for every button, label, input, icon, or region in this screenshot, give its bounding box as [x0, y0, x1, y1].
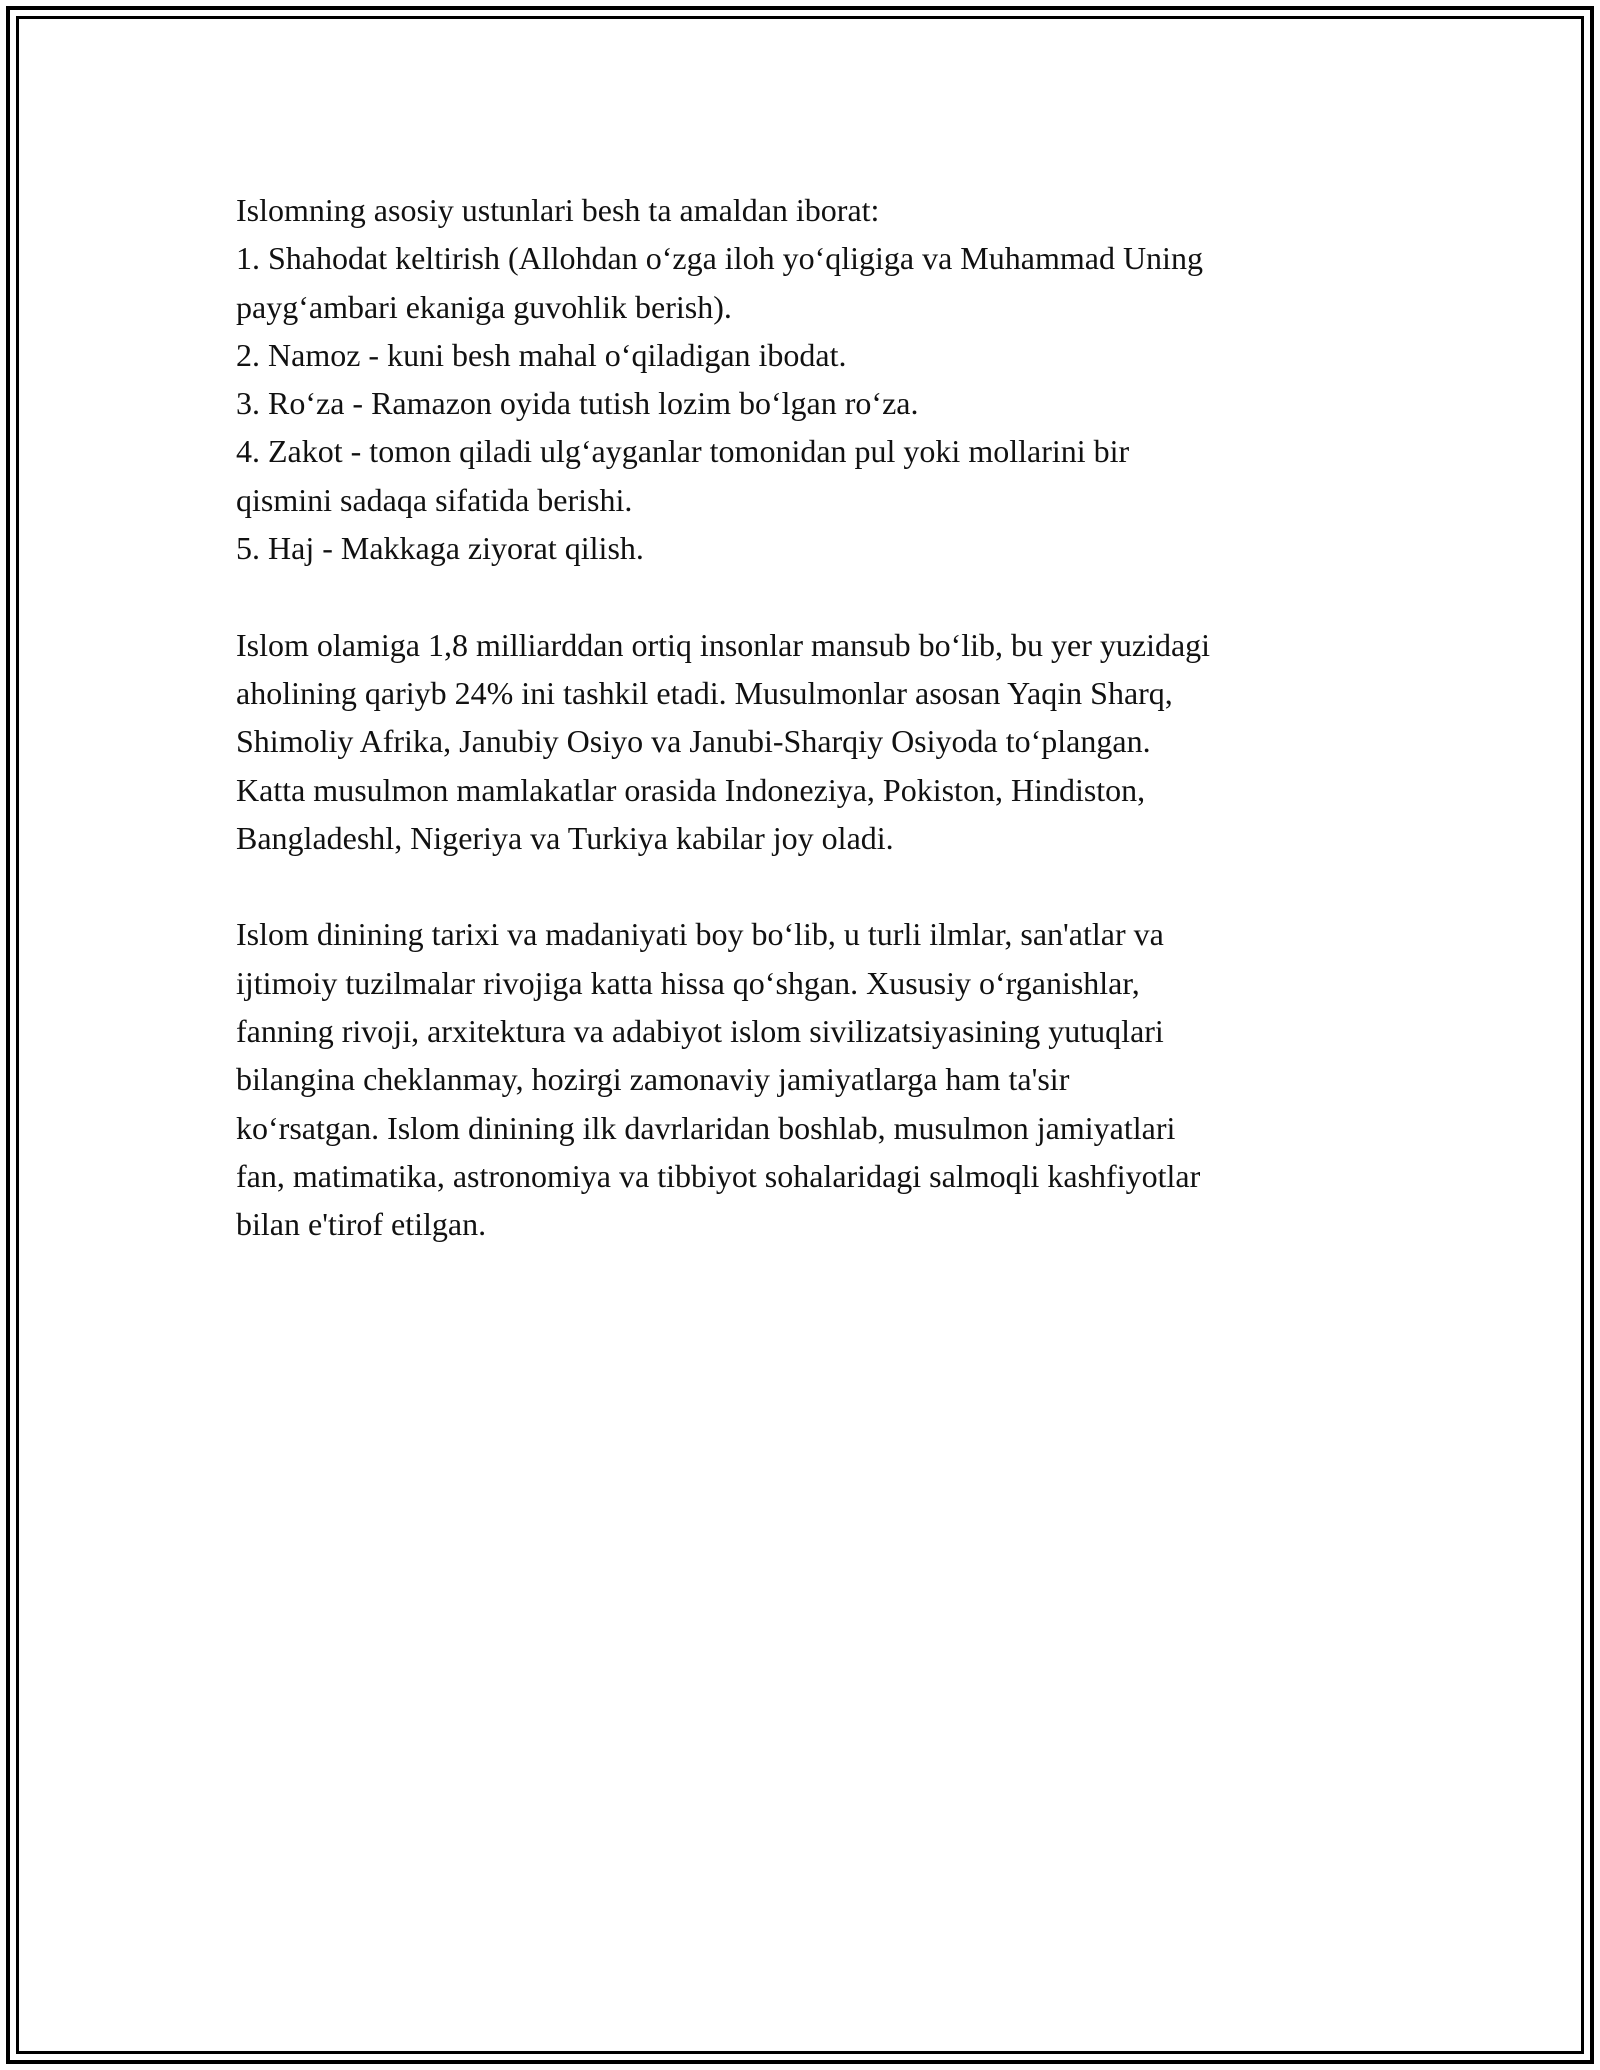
pillar-item-line: 1. Shahodat keltirish (Allohdan o‘zga iloh yo‘qligiga va Muhammad Uning — [236, 240, 1203, 277]
document-body — [236, 186, 1366, 1249]
pillar-item-line: qismini sadaqa sifatida berishi. — [236, 481, 633, 518]
pillar-item-4 — [236, 427, 1366, 524]
paragraph-line: ijtimoiy tuzilmalar rivojiga katta hissa qo‘shgan. Xususiy o‘rganishlar, — [236, 964, 1140, 1001]
pillar-item-5 — [236, 524, 1366, 572]
paragraph-line: ko‘rsatgan. Islom dinining ilk davrlaridan boshlab, musulmon jamiyatlari — [236, 1109, 1176, 1146]
paragraph-population — [236, 621, 1366, 862]
pillar-item-2 — [236, 331, 1366, 379]
pillar-item-line: 5. Haj - Makkaga ziyorat qilish. — [236, 530, 644, 567]
paragraph-gap — [236, 862, 1366, 910]
pillar-item-line: 4. Zakot - tomon qiladi ulg‘ayganlar tomonidan pul yoki mollarini bir — [236, 433, 1130, 470]
pillar-item-1 — [236, 234, 1366, 331]
paragraph-line: bilangina cheklanmay, hozirgi zamonaviy jamiyatlarga ham ta'sir — [236, 1061, 1070, 1098]
paragraph-line: Bangladeshl, Nigeriya va Turkiya kabilar joy oladi. — [236, 819, 894, 856]
pillar-item-3 — [236, 379, 1366, 427]
pillar-item-line: 2. Namoz - kuni besh mahal o‘qiladigan ibodat. — [236, 336, 847, 373]
pillar-item-line: 3. Ro‘za - Ramazon oyida tutish lozim bo‘lgan ro‘za. — [236, 385, 919, 422]
paragraph-line: Katta musulmon mamlakatlar orasida Indoneziya, Pokiston, Hindiston, — [236, 771, 1146, 808]
paragraph-line: Shimoliy Afrika, Janubiy Osiyo va Janubi-Sharqiy Osiyoda to‘plangan. — [236, 723, 1151, 760]
pillars-intro: Islomning asosiy ustunlari besh ta amaldan iborat: — [236, 192, 880, 228]
paragraph-history — [236, 910, 1366, 1248]
pillars-list — [236, 186, 1366, 572]
paragraph-line: fanning rivoji, arxitektura va adabiyot islom sivilizatsiyasining yutuqlari — [236, 1013, 1164, 1050]
paragraph-line: bilan e'tirof etilgan. — [236, 1206, 487, 1243]
pillar-item-line: payg‘ambari ekaniga guvohlik berish). — [236, 288, 732, 325]
paragraph-line: Islom olamiga 1,8 milliarddan ortiq insonlar mansub bo‘lib, bu yer yuzidagi — [236, 626, 1211, 663]
paragraph-gap — [236, 572, 1366, 620]
paragraph-line: Islom dinining tarixi va madaniyati boy bo‘lib, u turli ilmlar, san'atlar va — [236, 916, 1164, 953]
paragraph-line: fan, matimatika, astronomiya va tibbiyot sohalaridagi salmoqli kashfiyotlar — [236, 1157, 1201, 1194]
paragraph-line: aholining qariyb 24% ini tashkil etadi. Musulmonlar asosan Yaqin Sharq, — [236, 674, 1173, 711]
